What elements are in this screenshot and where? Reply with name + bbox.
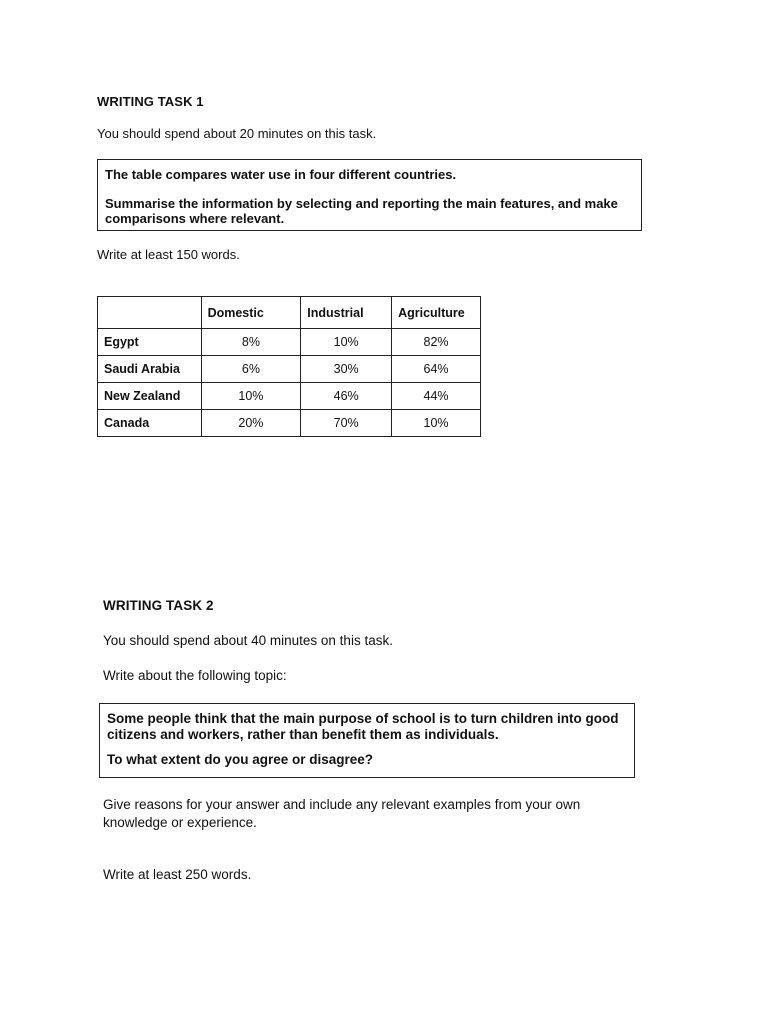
- table-row: [98, 329, 481, 356]
- table-row: [98, 356, 481, 383]
- country-cell: New Zealand: [98, 383, 202, 410]
- water-use-table: [97, 296, 481, 437]
- industrial-cell: 30%: [301, 356, 392, 383]
- industrial-cell: 46%: [301, 383, 392, 410]
- table-header-cell: Agriculture: [392, 297, 481, 329]
- table-row: [98, 383, 481, 410]
- task2-heading: WRITING TASK 2: [103, 598, 214, 613]
- domestic-cell: 10%: [201, 383, 301, 410]
- task2-prompt-statement: Some people think that the main purpose of school is to turn children into good citizens and workers, rather than benefit them as individuals.: [107, 711, 619, 742]
- task1-prompt-line1: The table compares water use in four different countries.: [105, 167, 457, 182]
- task2-word-count: Write at least 250 words.: [103, 867, 252, 882]
- task2-reasons-instruction: Give reasons for your answer and include any relevant examples from your own knowledge or experience.: [103, 797, 581, 830]
- table-header-cell: [98, 297, 202, 329]
- task2-time-instruction: You should spend about 40 minutes on this task.: [103, 633, 393, 648]
- table-header-cell: Industrial: [301, 297, 392, 329]
- agriculture-cell: 10%: [392, 410, 481, 437]
- task1-heading: WRITING TASK 1: [97, 94, 204, 109]
- task2-prompt-box: [99, 703, 635, 778]
- task1-time-instruction: You should spend about 20 minutes on this task.: [97, 126, 377, 141]
- task1-prompt-box: [97, 159, 642, 231]
- country-cell: Canada: [98, 410, 202, 437]
- agriculture-cell: 44%: [392, 383, 481, 410]
- country-cell: Egypt: [98, 329, 202, 356]
- task2-prompt-question: To what extent do you agree or disagree?: [107, 752, 374, 767]
- domestic-cell: 8%: [201, 329, 301, 356]
- table-header-cell: Domestic: [201, 297, 301, 329]
- industrial-cell: 70%: [301, 410, 392, 437]
- industrial-cell: 10%: [301, 329, 392, 356]
- agriculture-cell: 64%: [392, 356, 481, 383]
- table-row: [98, 410, 481, 437]
- task1-word-count: Write at least 150 words.: [97, 247, 240, 262]
- domestic-cell: 20%: [201, 410, 301, 437]
- domestic-cell: 6%: [201, 356, 301, 383]
- task2-topic-intro: Write about the following topic:: [103, 668, 287, 683]
- table-header-row: [98, 297, 481, 329]
- task1-prompt-line2: Summarise the information by selecting and reporting the main features, and make comparisons where relevant.: [105, 196, 618, 226]
- country-cell: Saudi Arabia: [98, 356, 202, 383]
- agriculture-cell: 82%: [392, 329, 481, 356]
